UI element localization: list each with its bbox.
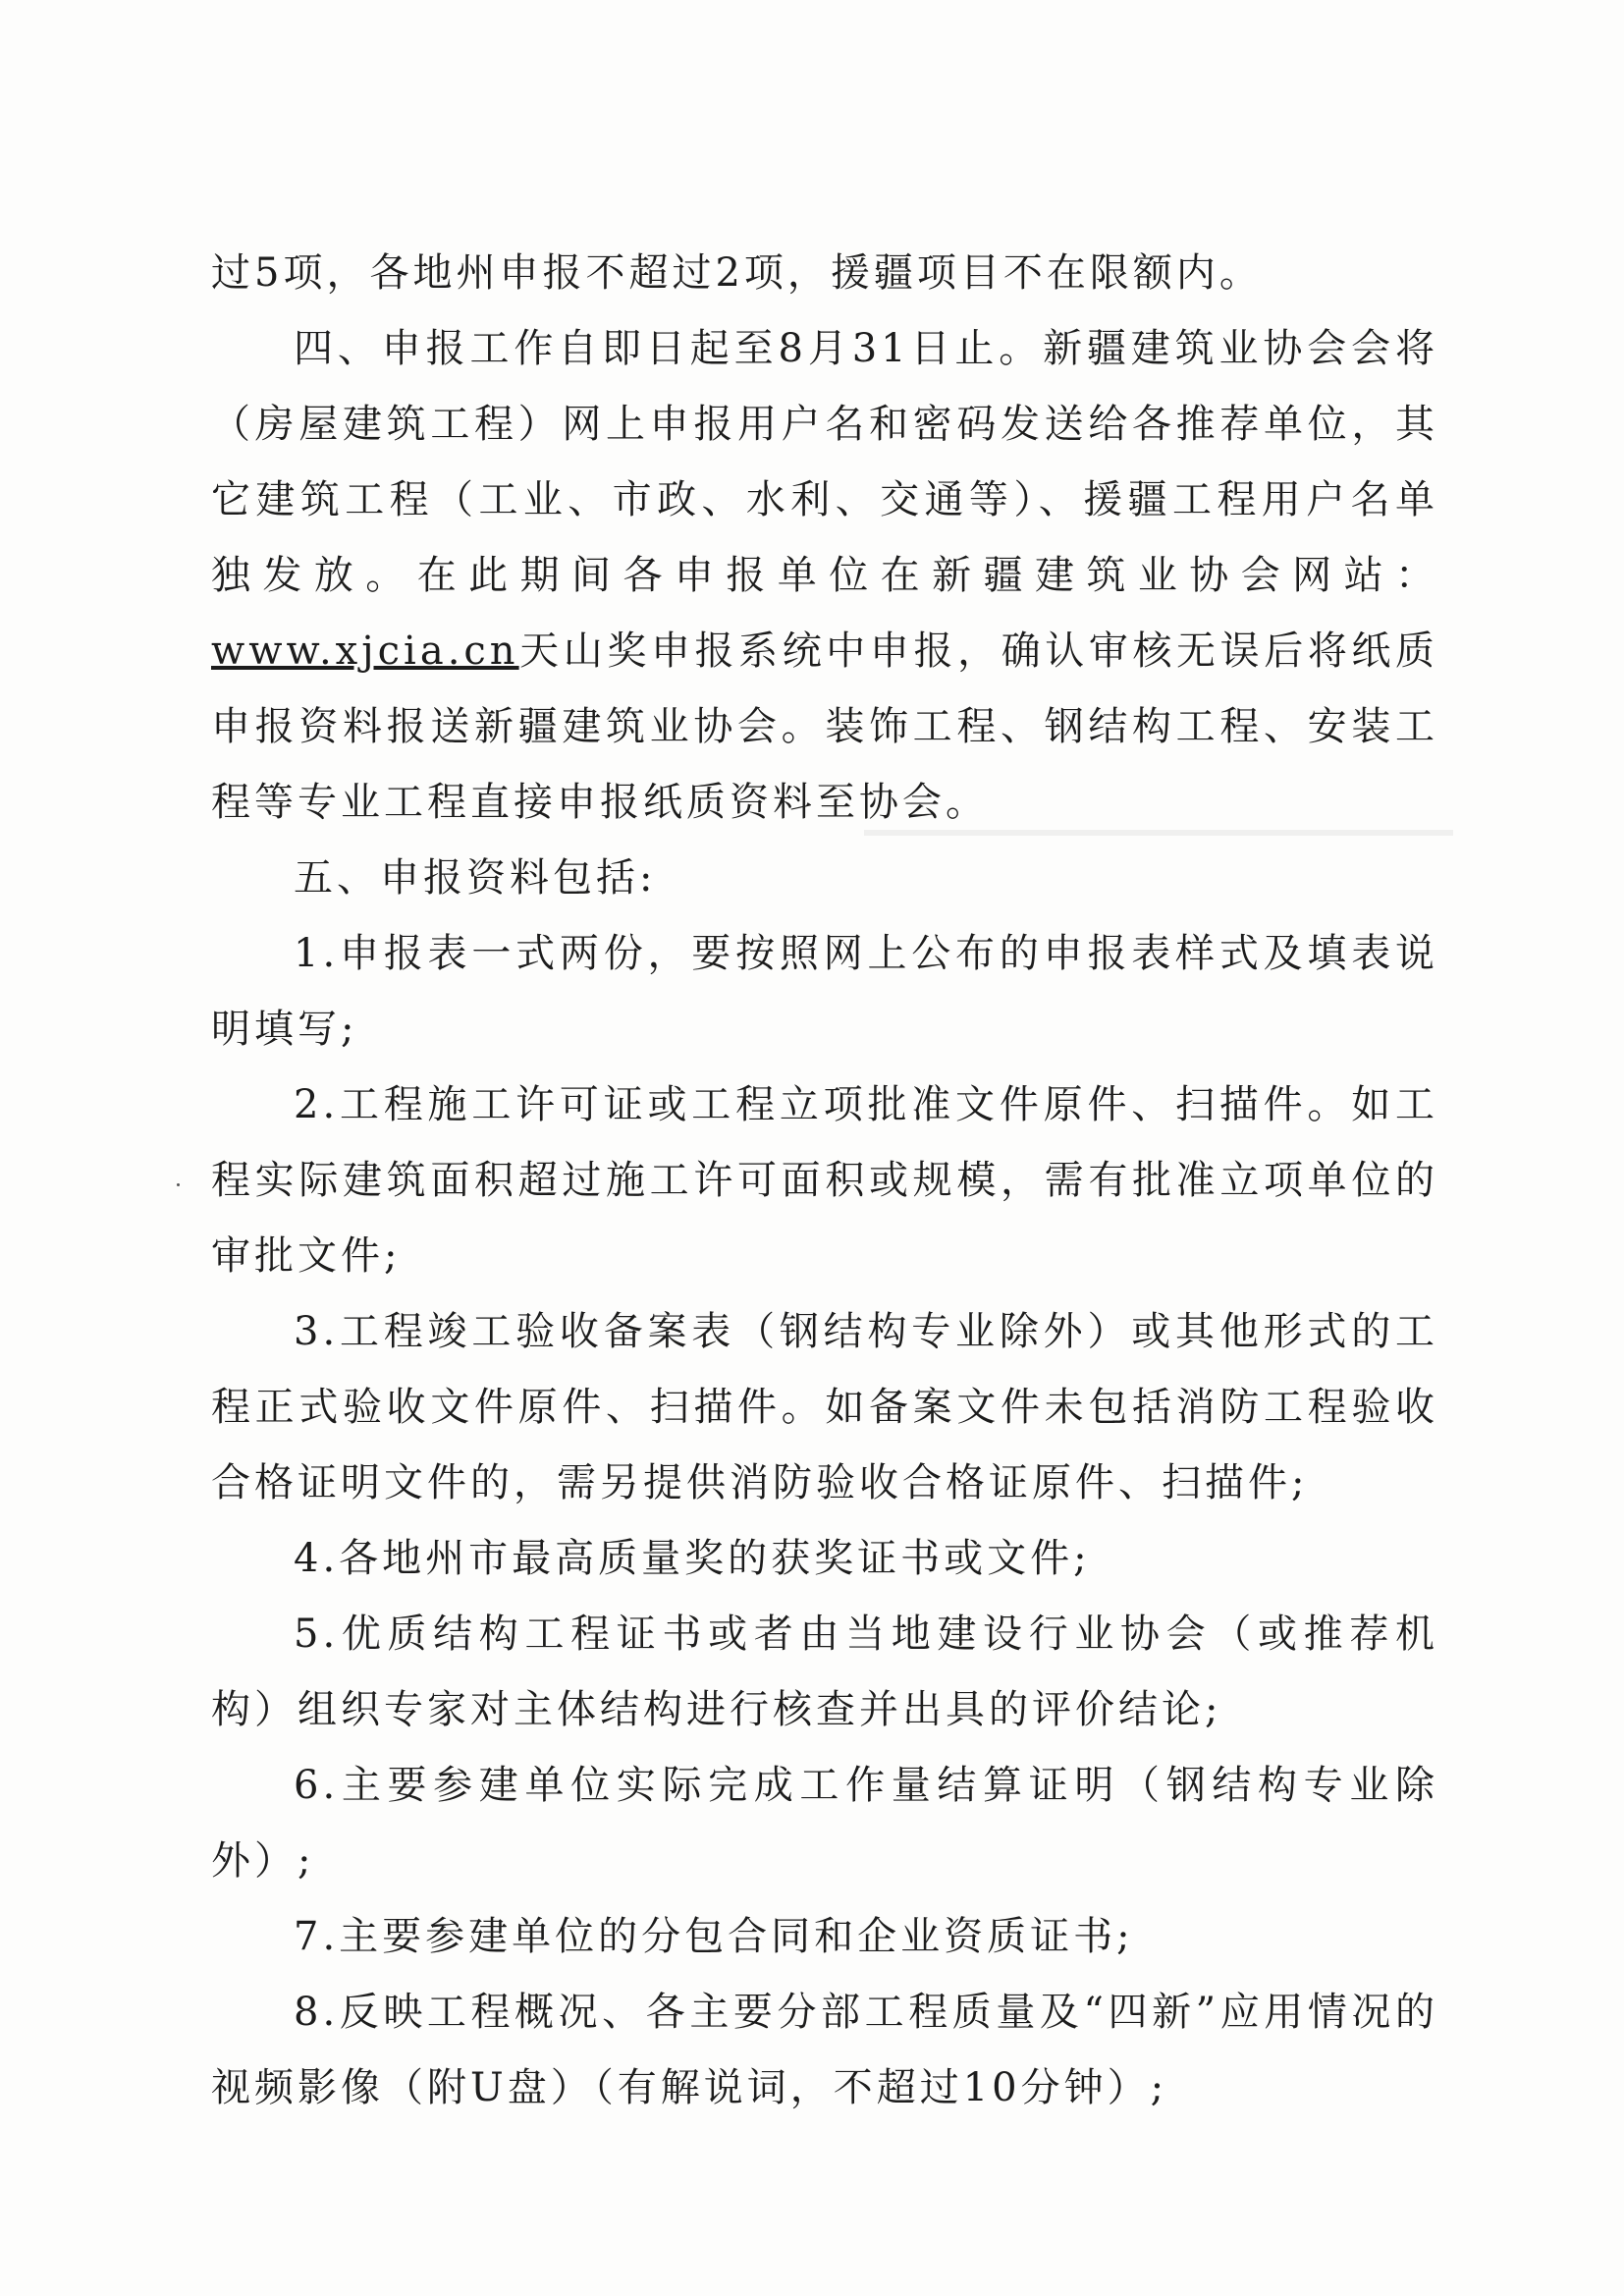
paragraph-deadline: [211, 311, 1438, 841]
list-item: 8.反映工程概况、各主要分部工程质量及“四新”应用情况的视频影像（附U盘）（有解说词，不超过10分钟）;: [211, 1990, 1438, 2110]
list-item: 3.工程竣工验收备案表（钢结构专业除外）或其他形式的工程正式验收文件原件、扫描件。如备案文件未包括消防工程验收合格证明文件的，需另提供消防验收合格证原件、扫描件;: [211, 1309, 1438, 1505]
paragraph-quota: 过5项，各地州申报不超过2项，援疆项目不在限额内。: [211, 250, 1263, 296]
document-body: [211, 236, 1438, 2126]
paragraph-deadline-text-cont: 天山奖申报系统中申报，确认审核无误后将纸质申报资料报送新疆建筑业协会。装饰工程、钢结构工程、安装工程等专业工程直接申报纸质资料至协会。: [211, 629, 1438, 825]
scan-speck: [177, 1183, 180, 1186]
list-item: 7.主要参建单位的分包合同和企业资质证书;: [294, 1914, 1134, 1959]
website-link[interactable]: www.xjcia.cn: [211, 629, 519, 674]
list-item: 5.优质结构工程证书或者由当地建设行业协会（或推荐机构）组织专家对主体结构进行核查并出具的评价结论;: [211, 1612, 1438, 1732]
list-item: 6.主要参建单位实际完成工作量结算证明（钢结构专业除外）;: [211, 1763, 1438, 1884]
list-item: 2.工程施工许可证或工程立项批准文件原件、扫描件。如工程实际建筑面积超过施工许可面积或规模，需有批准立项单位的审批文件;: [211, 1082, 1438, 1279]
paragraph-deadline-text: 四、申报工作自即日起至8月31日止。新疆建筑业协会会将（房屋建筑工程）网上申报用户名和密码发送给各推荐单位，其它建筑工程（工业、市政、水利、交通等）、援疆工程用户名单独发放。在此期间各申报单位在新疆建筑业协会网站：: [211, 326, 1438, 598]
list-item: 1.申报表一式两份，要按照网上公布的申报表样式及填表说明填写;: [211, 931, 1438, 1052]
section-heading-materials: 五、申报资料包括:: [294, 855, 657, 901]
list-item: 4.各地州市最高质量奖的获奖证书或文件;: [294, 1536, 1091, 1581]
